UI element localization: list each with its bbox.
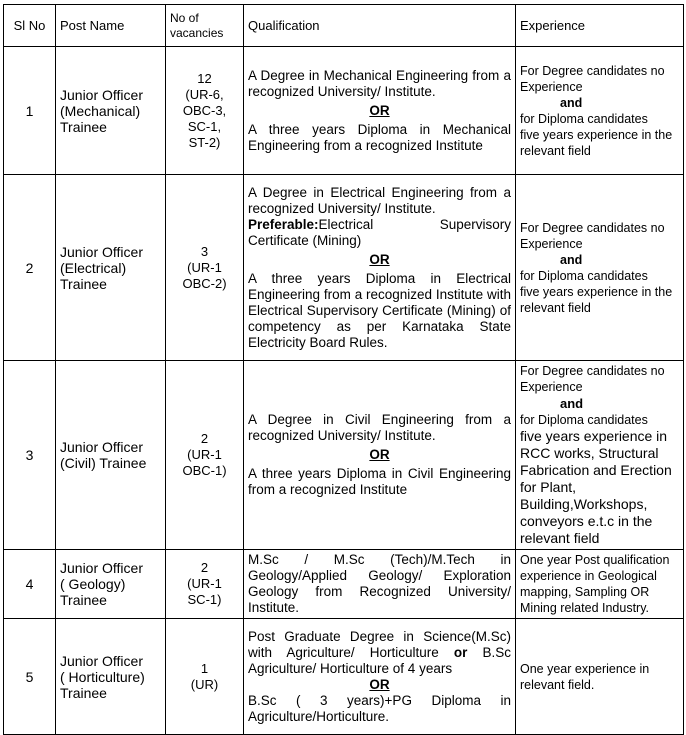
experience-diploma: five years experience in RCC works, Structural Fabrication and Erection for Plant, Building,Workshops, conveyors e.t.c in the relevant field — [520, 428, 672, 546]
experience — [516, 619, 684, 735]
preferable-label: Preferable: — [248, 216, 319, 232]
experience-degree: For Degree candidates no Experience — [520, 63, 665, 94]
experience-degree: For Degree candidates no Experience — [520, 220, 665, 251]
post-name-line: Trainee — [60, 118, 107, 135]
post-name-line: Junior Officer — [60, 86, 143, 103]
experience-diploma: five years experience in the relevant field — [520, 127, 673, 158]
experience-text: One year Post qualification experience in Geological mapping, Sampling OR Mining related Industry. — [520, 553, 670, 615]
vacancies — [166, 361, 244, 550]
post-name-line: Trainee — [60, 275, 107, 292]
experience-diploma-label: for Diploma candidates — [520, 413, 648, 427]
qualification-degree — [248, 629, 511, 677]
post-name — [56, 550, 166, 619]
sl-no: 1 — [4, 47, 56, 175]
post-name-line: Junior Officer — [60, 652, 143, 669]
vacancy-breakup: (UR-6, — [185, 86, 224, 102]
qualification — [244, 175, 516, 361]
post-name — [56, 175, 166, 361]
experience-and: and — [560, 95, 583, 110]
post-name — [56, 47, 166, 175]
experience — [516, 361, 684, 550]
vacancy-count: 1 — [200, 660, 209, 676]
vacancies — [166, 47, 244, 175]
vacancy-breakup: OBC-1) — [182, 463, 227, 478]
vacancy-count: 3 — [200, 243, 209, 259]
qualification-diploma: A three years Diploma in Civil Engineering from a recognized Institute — [248, 466, 511, 497]
qualification-preferable — [248, 217, 511, 249]
sl-no: 3 — [4, 361, 56, 550]
qualification-degree: A Degree in Mechanical Engineering from a recognized University/ Institute. — [248, 67, 511, 99]
table-row — [4, 619, 684, 735]
header-post-name: Post Name — [56, 5, 166, 47]
post-name-line: Junior Officer — [60, 439, 143, 455]
vacancies — [166, 619, 244, 735]
post-name — [56, 361, 166, 550]
post-name-line: Junior Officer — [60, 560, 143, 576]
vacancy-breakup: SC-1, — [187, 118, 222, 134]
vacancy-breakup: OBC-3, — [182, 102, 227, 118]
vacancy-breakup: (UR) — [190, 676, 219, 692]
header-vacancies-line-2: vacancies — [170, 25, 224, 40]
sl-no: 5 — [4, 619, 56, 735]
sl-no: 2 — [4, 175, 56, 361]
or-separator: OR — [369, 251, 390, 267]
vacancy-count: 12 — [197, 70, 212, 86]
qualification-pg: Post Graduate Degree in Science(M.Sc) with Agriculture/ Horticulture — [248, 628, 511, 660]
header-qualification: Qualification — [244, 5, 516, 47]
sl-no: 4 — [4, 550, 56, 619]
experience — [516, 550, 684, 619]
vacancy-breakup: OBC-2) — [182, 275, 227, 291]
experience-diploma: five years experience in the relevant field — [520, 284, 673, 315]
vacancy-breakup: (UR-1 — [187, 259, 222, 275]
qualification — [244, 619, 516, 735]
table-row — [4, 361, 684, 550]
experience-text: One year experience in relevant field. — [520, 661, 650, 692]
qualification — [244, 550, 516, 619]
vacancies — [166, 550, 244, 619]
experience-diploma-label: for Diploma candidates — [520, 111, 648, 126]
post-name-line: (Mechanical) — [60, 102, 141, 119]
qualification — [244, 47, 516, 175]
post-name-line: Junior Officer — [60, 243, 143, 260]
vacancy-breakup: SC-1) — [187, 592, 222, 607]
inline-or: or — [453, 644, 468, 660]
post-name — [56, 619, 166, 735]
qualification-degree: M.Sc / M.Sc (Tech)/M.Tech in Geology/Applied Geology/ Exploration Geology from Recognized University/ Institute. — [248, 552, 511, 615]
vacancy-table — [3, 4, 684, 735]
experience-degree: For Degree candidates no Experience — [520, 364, 665, 394]
preferable-text: Electrical Supervisory Certificate (Mining) — [248, 216, 511, 248]
qualification-diploma: A three years Diploma in Electrical Engineering from a recognized Institute with Electrical Supervisory Certificate (Mining) of competency as per Karnataka State Electricity Board Rules. — [248, 270, 511, 350]
post-name-line: Trainee — [60, 684, 107, 701]
table-row — [4, 175, 684, 361]
table-row — [4, 550, 684, 619]
header-row — [4, 5, 684, 47]
post-name-line: (Civil) Trainee — [60, 455, 147, 471]
qualification-degree: A Degree in Civil Engineering from a recognized University/ Institute. — [248, 412, 511, 443]
vacancy-count: 2 — [200, 431, 209, 446]
post-name-line: ( Horticulture) — [60, 668, 145, 685]
vacancy-breakup: (UR-1 — [187, 447, 222, 462]
post-name-line: ( Geology) — [60, 576, 126, 592]
header-sl-no: Sl No — [4, 5, 56, 47]
header-vacancies — [166, 5, 244, 47]
header-vacancies-line-1: No of — [170, 10, 199, 25]
post-name-line: (Electrical) — [60, 259, 127, 276]
vacancies — [166, 175, 244, 361]
or-separator: OR — [369, 447, 390, 462]
experience-and: and — [560, 252, 583, 267]
or-separator: OR — [369, 102, 390, 118]
qualification — [244, 361, 516, 550]
vacancy-breakup: (UR-1 — [187, 576, 222, 591]
experience-diploma-label: for Diploma candidates — [520, 268, 648, 283]
qualification-degree: A Degree in Electrical Engineering from a recognized University/ Institute. — [248, 184, 511, 216]
qualification-bsc: B.Sc Agriculture/ Horticulture of 4 years — [248, 644, 511, 676]
experience — [516, 47, 684, 175]
or-separator: OR — [369, 676, 390, 692]
qualification-diploma: A three years Diploma in Mechanical Engineering from a recognized Institute — [248, 121, 511, 153]
qualification-diploma: B.Sc ( 3 years)+PG Diploma in Agriculture/Horticulture. — [248, 692, 511, 724]
table-row — [4, 47, 684, 175]
vacancy-breakup: ST-2) — [188, 134, 221, 150]
experience-and: and — [560, 396, 584, 411]
experience — [516, 175, 684, 361]
post-name-line: Trainee — [60, 592, 107, 608]
header-experience: Experience — [516, 5, 684, 47]
vacancy-count: 2 — [200, 560, 209, 575]
